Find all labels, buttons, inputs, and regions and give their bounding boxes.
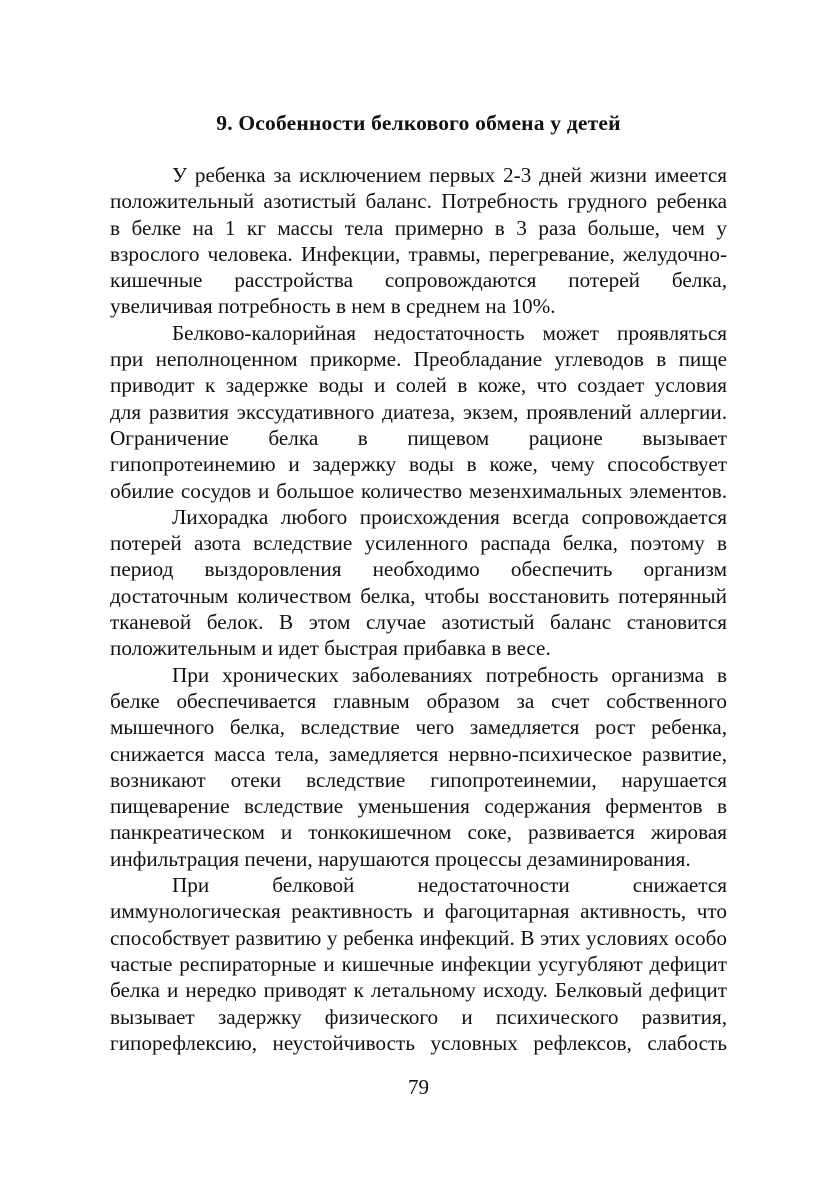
text-line: Белково-калорийная недостаточность может проявляться bbox=[172, 320, 727, 345]
text-line: панкреатическом и тонкокишечном соке, развивается жировая bbox=[110, 820, 727, 845]
text-line: белка и нередко приводят к летальному исходу. Белковый дефицит bbox=[110, 978, 727, 1003]
body-text bbox=[110, 162, 727, 1056]
text-line: кишечные расстройства сопровождаются потерей белка, bbox=[110, 268, 727, 293]
text-line: положительным и идет быстрая прибавка в весе. bbox=[110, 636, 551, 661]
text-line: увеличивая потребность в нем в среднем на 10%. bbox=[110, 294, 556, 319]
text-line: тканевой белок. В этом случае азотистый баланс становится bbox=[110, 610, 727, 635]
text-line: вызывает задержку физического и психического развития, bbox=[110, 1004, 727, 1029]
text-line: способствует развитию у ребенка инфекций. В этих условиях особо bbox=[110, 925, 727, 950]
text-line: положительный азотистый баланс. Потребность грудного ребенка bbox=[110, 189, 727, 214]
text-line: При хронических заболеваниях потребность организма в bbox=[172, 662, 727, 687]
text-line: белке обеспечивается главным образом за счет собственного bbox=[110, 688, 727, 713]
page-number: 79 bbox=[408, 1075, 429, 1099]
text-line: взрослого человека. Инфекции, травмы, перегревание, желудочно- bbox=[110, 241, 727, 266]
text-line: Лихорадка любого происхождения всегда сопровождается bbox=[172, 504, 727, 529]
text-line: обилие сосудов и большое количество мезенхимальных элементов. bbox=[110, 478, 727, 503]
text-line: при неполноценном прикорме. Преобладание углеводов в пище bbox=[110, 347, 727, 372]
text-line: возникают отеки вследствие гипопротеинемии, нарушается bbox=[110, 767, 727, 792]
text-line: иммунологическая реактивность и фагоцитарная активность, что bbox=[110, 899, 727, 924]
text-line: частые респираторные и кишечные инфекции усугубляют дефицит bbox=[110, 951, 727, 976]
text-line: снижается масса тела, замедляется нервно-психическое развитие, bbox=[110, 741, 727, 766]
text-line: для развития экссудативного диатеза, экзем, проявлений аллергии. bbox=[110, 399, 727, 424]
text-line: достаточным количеством белка, чтобы восстановить потерянный bbox=[110, 583, 727, 608]
text-line: У ребенка за исключением первых 2-3 дней жизни имеется bbox=[172, 163, 727, 187]
text-line: гипопротеинемию и задержку воды в коже, чему способствует bbox=[110, 452, 727, 477]
text-line: потерей азота вследствие усиленного распада белка, поэтому в bbox=[110, 531, 727, 556]
text-line: Ограничение белка в пищевом рационе вызывает bbox=[110, 425, 727, 450]
text-line: инфильтрация печени, нарушаются процессы дезаминирования. bbox=[110, 846, 691, 871]
section-heading: 9. Особенности белкового обмена у детей bbox=[216, 111, 621, 135]
text-line: период выздоровления необходимо обеспечить организм bbox=[110, 557, 727, 582]
text-line: в белке на 1 кг массы тела примерно в 3 раза больше, чем у bbox=[110, 215, 727, 240]
text-line: мышечного белка, вследствие чего замедляется рост ребенка, bbox=[110, 715, 727, 740]
text-line: гипорефлексию, неустойчивость условных рефлексов, слабость bbox=[110, 1030, 727, 1055]
text-line: пищеварение вследствие уменьшения содержания ферментов в bbox=[110, 794, 727, 819]
text-line: приводит к задержке воды и солей в коже, что создает условия bbox=[110, 373, 727, 398]
text-line: При белковой недостаточности снижается bbox=[172, 873, 727, 898]
